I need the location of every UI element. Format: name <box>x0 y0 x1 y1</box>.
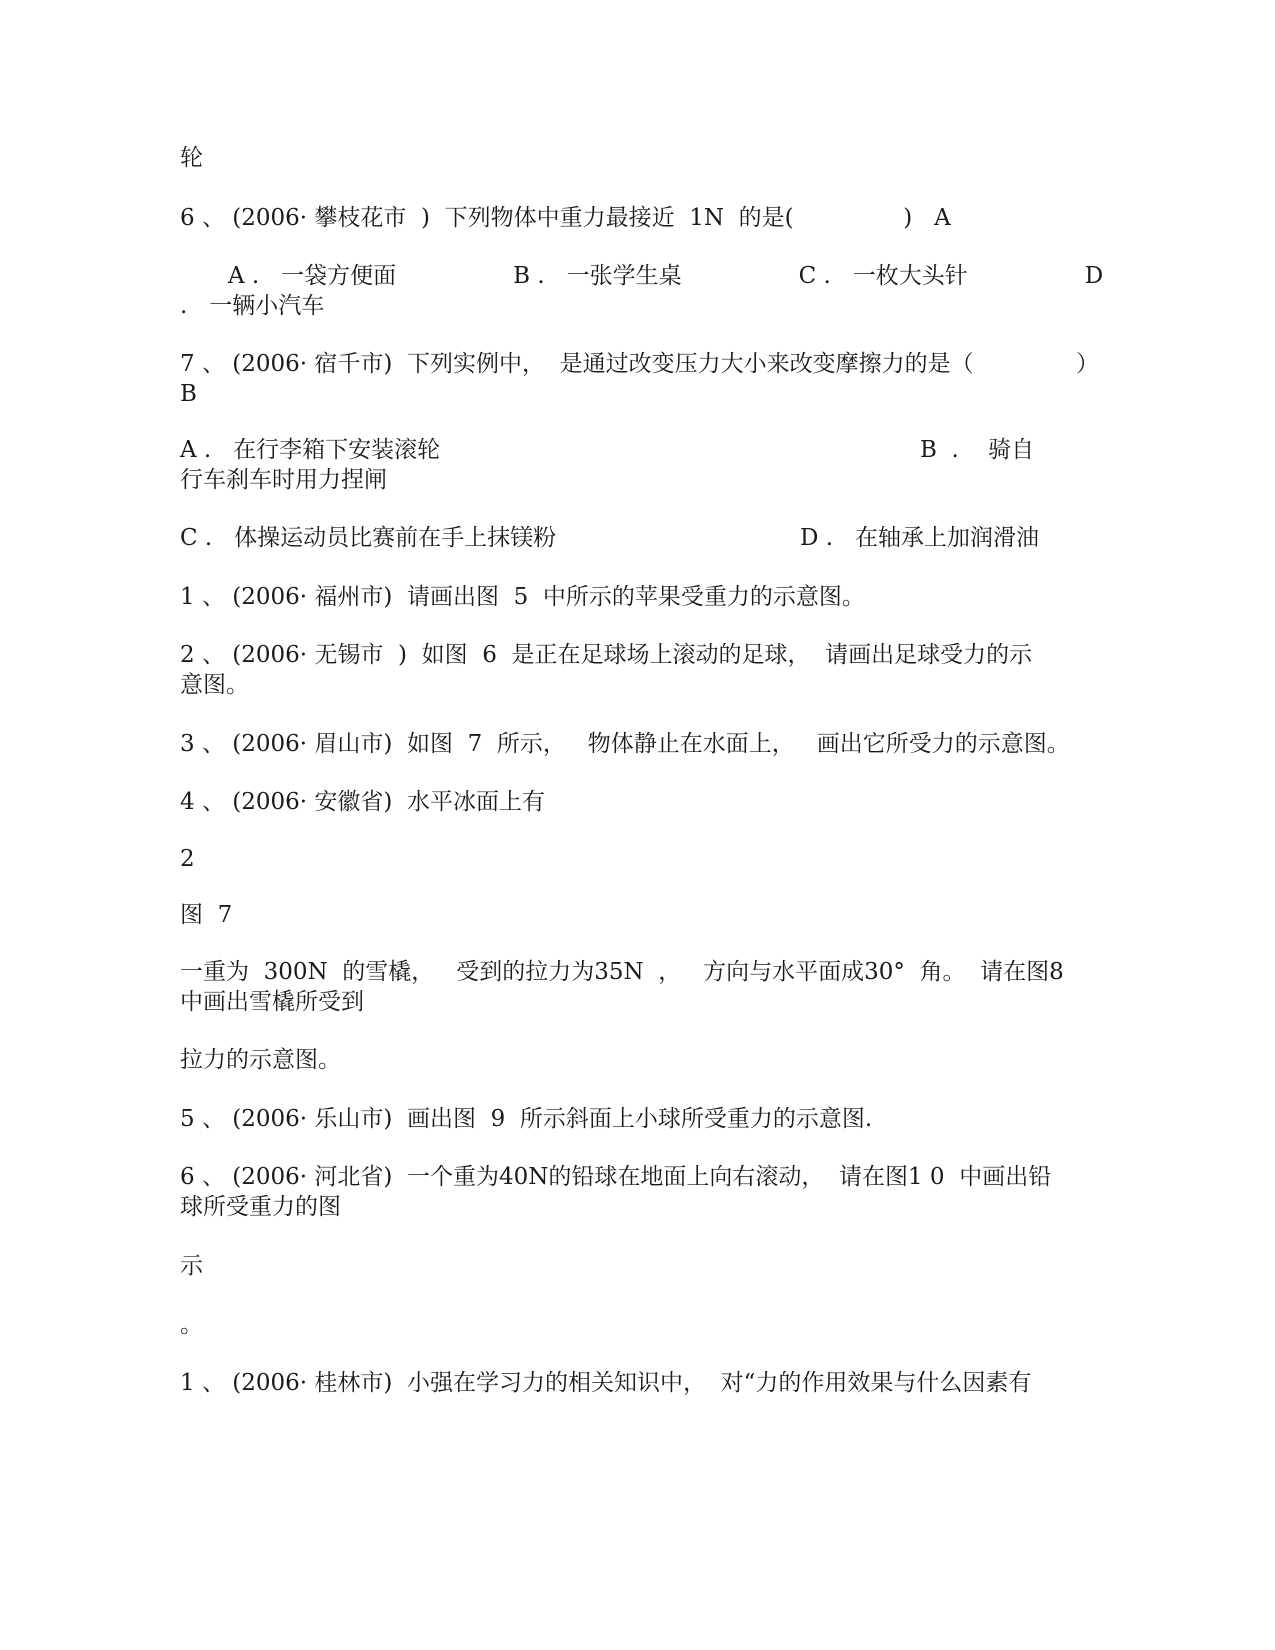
figure-caption: 图 7 <box>180 902 233 928</box>
page-number: 2 <box>180 846 195 872</box>
drawing-question-6-cont: 球所受重力的图 <box>180 1194 341 1220</box>
drawing-question-6: 6 、 (2006· 河北省) 一个重为40N的铅球在地面上向右滚动， 请在图1 0 中画出铅 <box>180 1164 1052 1190</box>
drawing-question-6-end: 。 <box>180 1312 203 1338</box>
drawing-question-4-body: 一重为 300N 的雪橇， 受到的拉力为35N ， 方向与水平面成30° 角。 请在图8 <box>180 959 1064 985</box>
question-7-option-c: C . 体操运动员比赛前在手上抹镁粉 <box>180 525 557 551</box>
drawing-question-4-end: 拉力的示意图。 <box>180 1047 341 1073</box>
question-7-option-a: A . 在行李箱下安装滚轮 <box>180 437 441 463</box>
drawing-question-1: 1 、 (2006· 福州市) 请画出图 5 中所示的苹果受重力的示意图。 <box>180 584 865 610</box>
question-7-option-b: B . 骑自 <box>920 437 1035 463</box>
drawing-question-4-body-cont: 中画出雪橇所受到 <box>180 989 364 1015</box>
question-7-stem: 7 、 (2006· 宿千市) 下列实例中， 是通过改变压力大小来改变摩擦力的是（ ） <box>180 351 1099 377</box>
question-7-answer: B <box>180 381 197 407</box>
drawing-question-5: 5 、 (2006· 乐山市) 画出图 9 所示斜面上小球所受重力的示意图. <box>180 1106 873 1132</box>
drawing-question-6-cont2: 示 <box>180 1253 203 1279</box>
drawing-question-4: 4 、 (2006· 安徽省) 水平冰面上有 <box>180 789 545 815</box>
drawing-question-3: 3 、 (2006· 眉山市) 如图 7 所示， 物体静止在水面上， 画出它所受力的示意图。 <box>180 731 1070 757</box>
question-7-option-b-cont: 行车刹车时用力捏闸 <box>180 467 387 493</box>
question-6-option-d: . 一辆小汽车 <box>180 293 325 319</box>
question-6-stem: 6 、 (2006· 攀枝花市 ) 下列物体中重力最接近 1N 的是( ) A <box>180 205 951 231</box>
question-6-options: A . 一袋方便面 B . 一张学生桌 C . 一枚大头针 D <box>228 263 1104 289</box>
question-7-option-d: D . 在轴承上加润滑油 <box>800 525 1039 551</box>
drawing-question-2: 2 、 (2006· 无锡市 ) 如图 6 是正在足球场上滚动的足球， 请画出足球受力的示 <box>180 642 1033 668</box>
inquiry-question-1: 1 、 (2006· 桂林市) 小强在学习力的相关知识中， 对“力的作用效果与什么因素有 <box>180 1370 1032 1396</box>
text-line: 轮 <box>180 145 203 171</box>
drawing-question-2-cont: 意图。 <box>180 672 249 698</box>
